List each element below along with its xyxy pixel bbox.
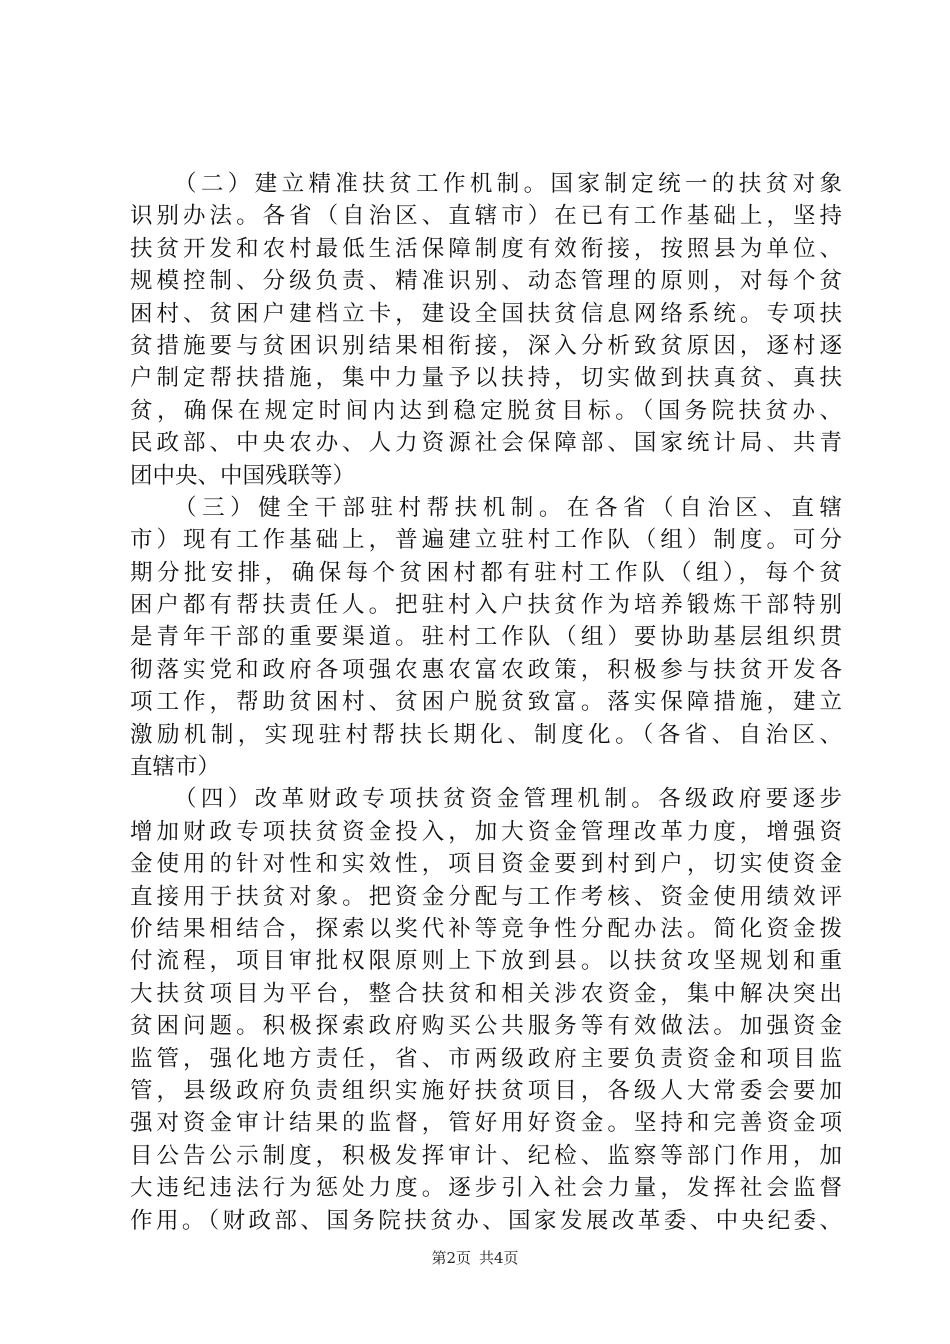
paragraph-line: 增加财政专项扶贫资金投入，加大资金管理改革力度，增强资 [130,818,842,845]
paragraph-4 [130,783,842,1236]
paragraph-line: 激励机制，实现驻村帮扶长期化、制度化。（各省、自治区、 [130,721,842,748]
paragraph-line: 大扶贫项目为平台，整合扶贫和相关涉农资金，集中解决突出 [130,980,842,1007]
paragraph-line: 团中央、中国残联等） [130,462,356,489]
paragraph-line: 困村、贫困户建档立卡，建设全国扶贫信息网络系统。专项扶 [130,300,842,327]
paragraph-3 [130,492,842,784]
paragraph-line: 贫困问题。积极探索政府购买公共服务等有效做法。加强资金 [130,1013,842,1040]
paragraph-line: 管，县级政府负责组织实施好扶贫项目，各级人大常委会要加 [130,1077,842,1104]
paragraph-line: 是青年干部的重要渠道。驻村工作队（组）要协助基层组织贯 [130,624,842,651]
paragraph-line: 目公告公示制度，积极发挥审计、纪检、监察等部门作用，加 [130,1142,842,1169]
paragraph-line: 直辖市） [130,754,221,781]
page-total: 共4页 [479,1249,519,1267]
paragraph-line: 强对资金审计结果的监督，管好用好资金。坚持和完善资金项 [130,1110,842,1137]
paragraph-line: 价结果相结合，探索以奖代补等竞争性分配办法。简化资金拨 [130,915,842,942]
paragraph-line: 大违纪违法行为惩处力度。逐步引入社会力量，发挥社会监督 [130,1175,842,1202]
paragraph-line: 户制定帮扶措施，集中力量予以扶持，切实做到扶真贫、真扶 [130,365,842,392]
paragraph-line: 期分批安排，确保每个贫困村都有驻村工作队（组），每个贫 [130,559,842,586]
paragraph-line: 困户都有帮扶责任人。把驻村入户扶贫作为培养锻炼干部特别 [130,592,842,619]
paragraph-line: 彻落实党和政府各项强农惠农富农政策，积极参与扶贫开发各 [130,656,842,683]
paragraph-line: 付流程，项目审批权限原则上下放到县。以扶贫攻坚规划和重 [130,948,842,975]
paragraph-line: 项工作，帮助贫困村、贫困户脱贫致富。落实保障措施，建立 [130,689,842,716]
paragraph-line: 贫措施要与贫困识别结果相衔接，深入分析致贫原因，逐村逐 [130,332,842,359]
paragraph-line: （四）改革财政专项扶贫资金管理机制。各级政府要逐步 [174,786,842,813]
paragraph-line: 识别办法。各省（自治区、直辖市）在已有工作基础上，坚持 [130,203,842,230]
paragraph-2 [130,168,842,492]
paragraph-line: 规模控制、分级负责、精准识别、动态管理的原则，对每个贫 [130,268,842,295]
paragraph-line: （二）建立精准扶贫工作机制。国家制定统一的扶贫对象 [174,171,842,197]
paragraph-line: 民政部、中央农办、人力资源社会保障部、国家统计局、共青 [130,430,842,457]
page-number: 第2页 [431,1249,471,1267]
paragraph-line: 扶贫开发和农村最低生活保障制度有效衔接，按照县为单位、 [130,235,842,262]
paragraph-line: （三）健全干部驻村帮扶机制。在各省（自治区、直辖 [174,494,842,521]
document-body [130,168,842,1237]
paragraph-line: 贫，确保在规定时间内达到稳定脱贫目标。（国务院扶贫办、 [130,397,842,424]
paragraph-line: 金使用的针对性和实效性，项目资金要到村到户，切实使资金 [130,851,842,878]
paragraph-line: 监管，强化地方责任，省、市两级政府主要负责资金和项目监 [130,1045,842,1072]
page-footer [0,1247,950,1268]
paragraph-line: 市）现有工作基础上，普遍建立驻村工作队（组）制度。可分 [130,527,842,554]
paragraph-line: 作用。（财政部、国务院扶贫办、国家发展改革委、中央纪委、 [130,1207,842,1234]
paragraph-line: 直接用于扶贫对象。把资金分配与工作考核、资金使用绩效评 [130,883,842,910]
